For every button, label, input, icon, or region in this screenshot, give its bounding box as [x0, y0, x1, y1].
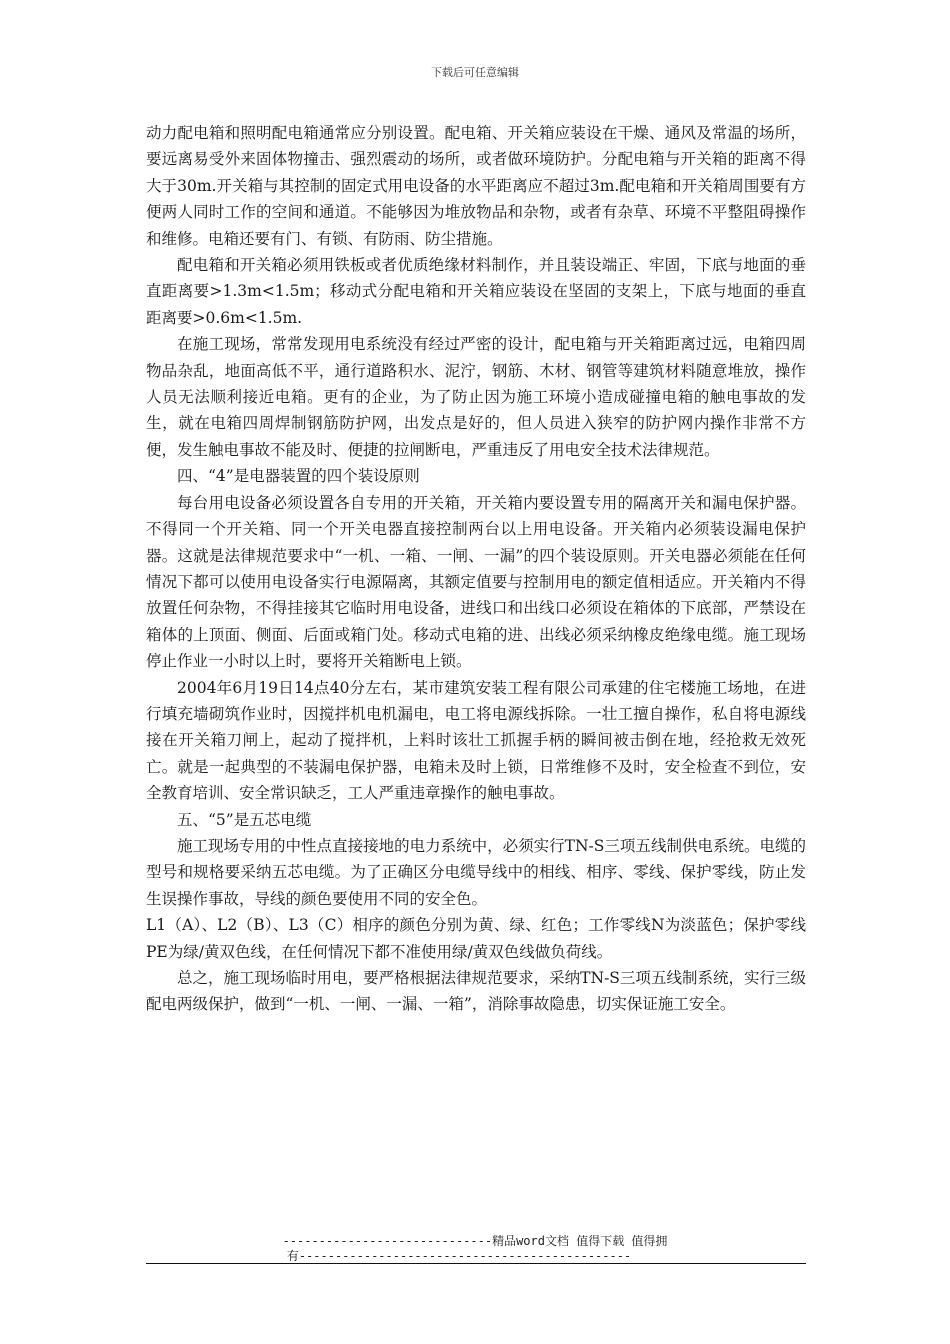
paragraph: 在施工现场，常常发现用电系统没有经过严密的设计，配电箱与开关箱距离过远，电箱四周物品杂乱，地面高低不平，通行道路积水、泥泞，钢筋、木材、钢管等建筑材料随意堆放，操作人员无法顺利接近电箱。更有的企业，为了防止因为施工环境小造成碰撞电箱的触电事故的发生，就在电箱四周焊制钢筋防护网，出发点是好的，但人员进入狭窄的防护网内操作非常不方便，发生触电事故不能及时、便捷的拉闸断电，严重违反了用电安全技术法律规范。 [146, 335, 806, 459]
paragraph: 每台用电设备必须设置各自专用的开关箱，开关箱内要设置专用的隔离开关和漏电保护器。不得同一个开关箱、同一个开关电器直接控制两台以上用电设备。开关箱内必须装设漏电保护器。这就是法律规范要求中“一机、一箱、一闸、一漏”的四个装设原则。开关电器必须能在任何情况下都可以使用电设备实行电源隔离，其额定值要与控制用电的额定值相适应。开关箱内不得放置任何杂物，不得挂接其它临时用电设备，进线口和出线口必须设在箱体的下底部，严禁设在箱体的上顶面、侧面、后面或箱门处。移动式电箱的进、出线必须采纳橡皮绝缘电缆。施工现场停止作业一小时以上时，要将开关箱断电上锁。 [146, 493, 806, 671]
section-heading: 四、“4”是电器装置的四个装设原则 [177, 467, 420, 486]
footer-divider [146, 1263, 806, 1264]
paragraph: 2004年6月19日14点40分左右，某市建筑安装工程有限公司承建的住宅楼施工场地，在进行填充墙砌筑作业时，因搅拌机电机漏电，电工将电源线拆除。一壮工擅自操作，私自将电源线接在开关箱刀闸上，起动了搅拌机，上料时该壮工抓握手柄的瞬间被击倒在地，经抢救无效死亡。就是一起典型的不装漏电保护器，电箱未及时上锁，日常维修不及时，安全检查不到位，安全教育培训、安全常识缺乏，工人严重违章操作的触电事故。 [146, 678, 806, 803]
paragraph: 配电箱和开关箱必须用铁板或者优质绝缘材料制作，并且装设端正、牢固，下底与地面的垂直距离要>1.3m<1.5m；移动式分配电箱和开关箱应装设在坚固的支架上，下底与地面的垂直距离要>0.6m<1.5m. [146, 256, 806, 327]
footer-line-2: 有---------------------------------------------- [286, 1249, 632, 1263]
section-heading: 五、“5”是五芯电缆 [177, 810, 312, 829]
page-header: 下载后可任意编辑 [431, 66, 519, 79]
paragraph: 动力配电箱和照明配电箱通常应分别设置。配电箱、开关箱应装设在干燥、通风及常温的场所，要远离易受外来固体物撞击、强烈震动的场所，或者做环境防护。分配电箱与开关箱的距离不得大于30m.开关箱与其控制的固定式用电设备的水平距离应不超过3m.配电箱和开关箱周围要有方便两人同时工作的空间和通道。不能够因为堆放物品和杂物，或者有杂草、环境不平整阻碍操作和维修。电箱还要有门、有锁、有防雨、防尘措施。 [146, 124, 806, 248]
paragraph: 施工现场专用的中性点直接接地的电力系统中，必须实行TN-S三项五线制供电系统。电缆的型号和规格要采纳五芯电缆。为了正确区分电缆导线中的相线、相序、零线、保护零线，防止发生误操作事故，导线的颜色要使用不同的安全色。 [146, 836, 806, 908]
paragraph: L1（A）、L2（B）、L3（C）相序的颜色分别为黄、绿、红色；工作零线N为淡蓝色；保护零线PE为绿/黄双色线，在任何情况下都不准使用绿/黄双色线做负荷线。 [146, 916, 806, 961]
document-body [146, 120, 806, 1018]
footer-line-1: -----------------------------精品word文档 值得下载 值得拥 [282, 1234, 668, 1248]
paragraph: 总之，施工现场临时用电，要严格根据法律规范要求，采纳TN-S三项五线制系统，实行三级配电两级保护，做到“一机、一闸、一漏、一箱”，消除事故隐患，切实保证施工安全。 [146, 969, 806, 1014]
